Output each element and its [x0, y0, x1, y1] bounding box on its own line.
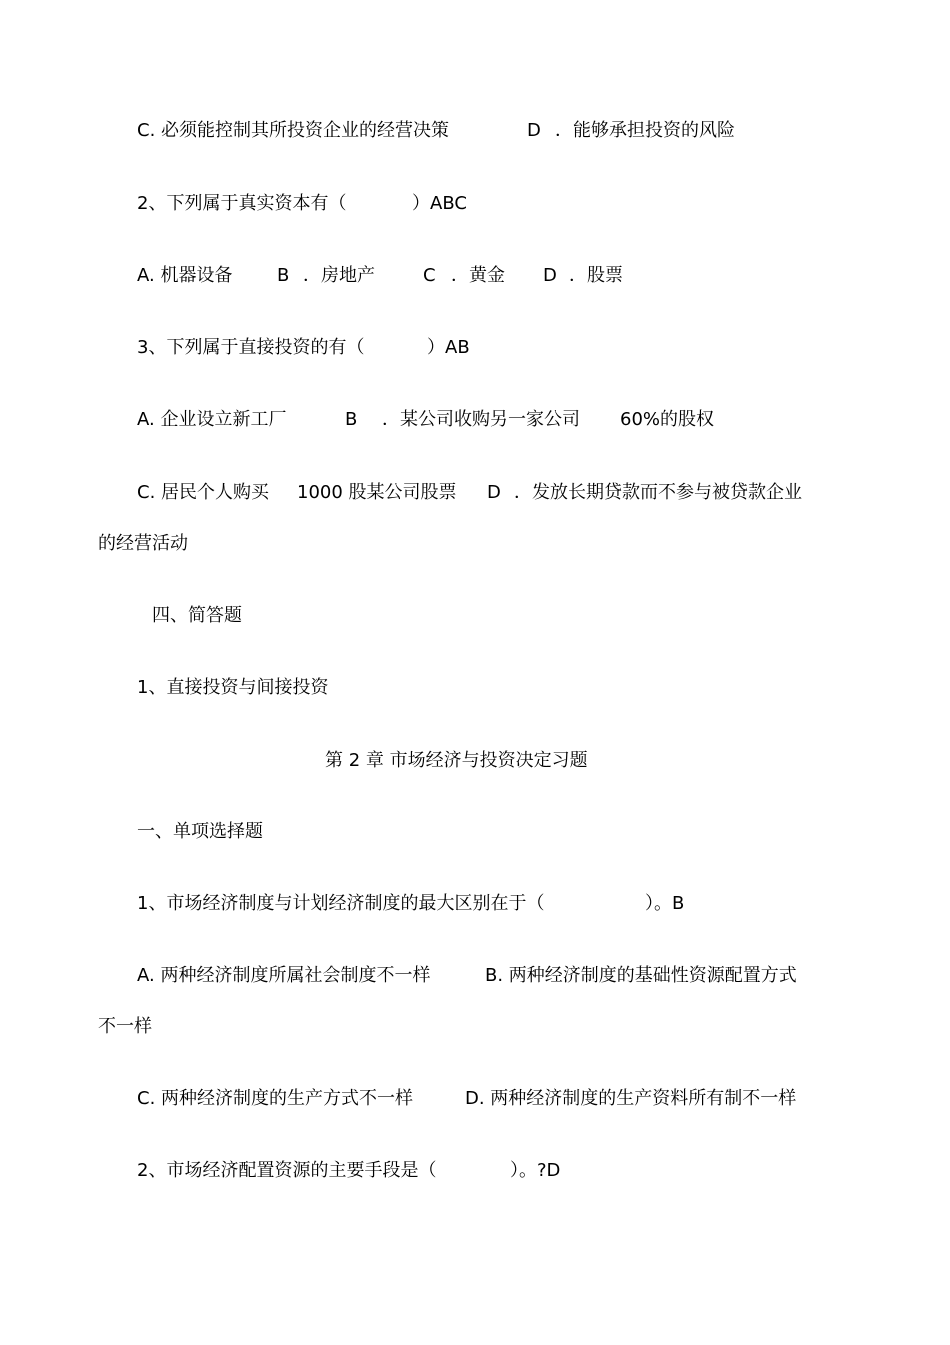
option-d-text-wrap: 的经营活动 [98, 533, 188, 554]
option-c-text: C. 居民个人购买 [137, 482, 270, 503]
option-a-text: A. 机器设备 [137, 265, 233, 286]
section-heading-text: 四、简答题 [152, 605, 242, 626]
question-2-answer: ）。?D [510, 1160, 561, 1181]
option-d-text: D. 两种经济制度的生产资料所有制不一样 [465, 1088, 797, 1109]
question-3-stem: 3、下列属于直接投资的有（ [137, 337, 365, 358]
option-c-quantity: 1000 股某公司股票 [297, 482, 457, 503]
question-2-stem: 2、下列属于真实资本有（ [137, 193, 347, 214]
option-d-text: ．能够承担投资的风险 [555, 120, 735, 141]
option-b-text: ．房地产 [303, 265, 375, 286]
chapter-title-text: 第 2 章 市场经济与投资决定习题 [325, 750, 588, 771]
question-2-answer: ）ABC [412, 193, 467, 214]
option-b-percentage: 60%的股权 [620, 409, 715, 430]
question-1-stem: 1、市场经济制度与计划经济制度的最大区别在于（ [137, 893, 545, 914]
option-b-text-wrap: 不一样 [98, 1016, 152, 1037]
short-answer-question-text: 1、直接投资与间接投资 [137, 677, 329, 698]
option-c-letter: C [423, 265, 436, 286]
option-c-text: C. 必须能控制其所投资企业的经营决策 [137, 120, 450, 141]
option-d-letter: D [487, 482, 501, 503]
option-b-letter: B [277, 265, 290, 286]
option-c-text: ．黄金 [451, 265, 505, 286]
question-3-answer: ）AB [427, 337, 470, 358]
option-b-text: B. 两种经济制度的基础性资源配置方式 [485, 965, 797, 986]
question-1-answer: ）。B [645, 893, 685, 914]
option-d-text: ．股票 [569, 265, 623, 286]
option-b-text: ．某公司收购另一家公司 [382, 409, 580, 430]
option-a-text: A. 企业设立新工厂 [137, 409, 287, 430]
option-d-letter: D [543, 265, 557, 286]
option-d-letter: D [527, 120, 541, 141]
question-2-stem: 2、市场经济配置资源的主要手段是（ [137, 1160, 437, 1181]
option-d-text: ．发放长期贷款而不参与被贷款企业 [514, 482, 802, 503]
option-b-letter: B [345, 409, 358, 430]
option-a-text: A. 两种经济制度所属社会制度不一样 [137, 965, 431, 986]
option-c-text: C. 两种经济制度的生产方式不一样 [137, 1088, 414, 1109]
section-heading-text: 一、单项选择题 [137, 821, 263, 842]
